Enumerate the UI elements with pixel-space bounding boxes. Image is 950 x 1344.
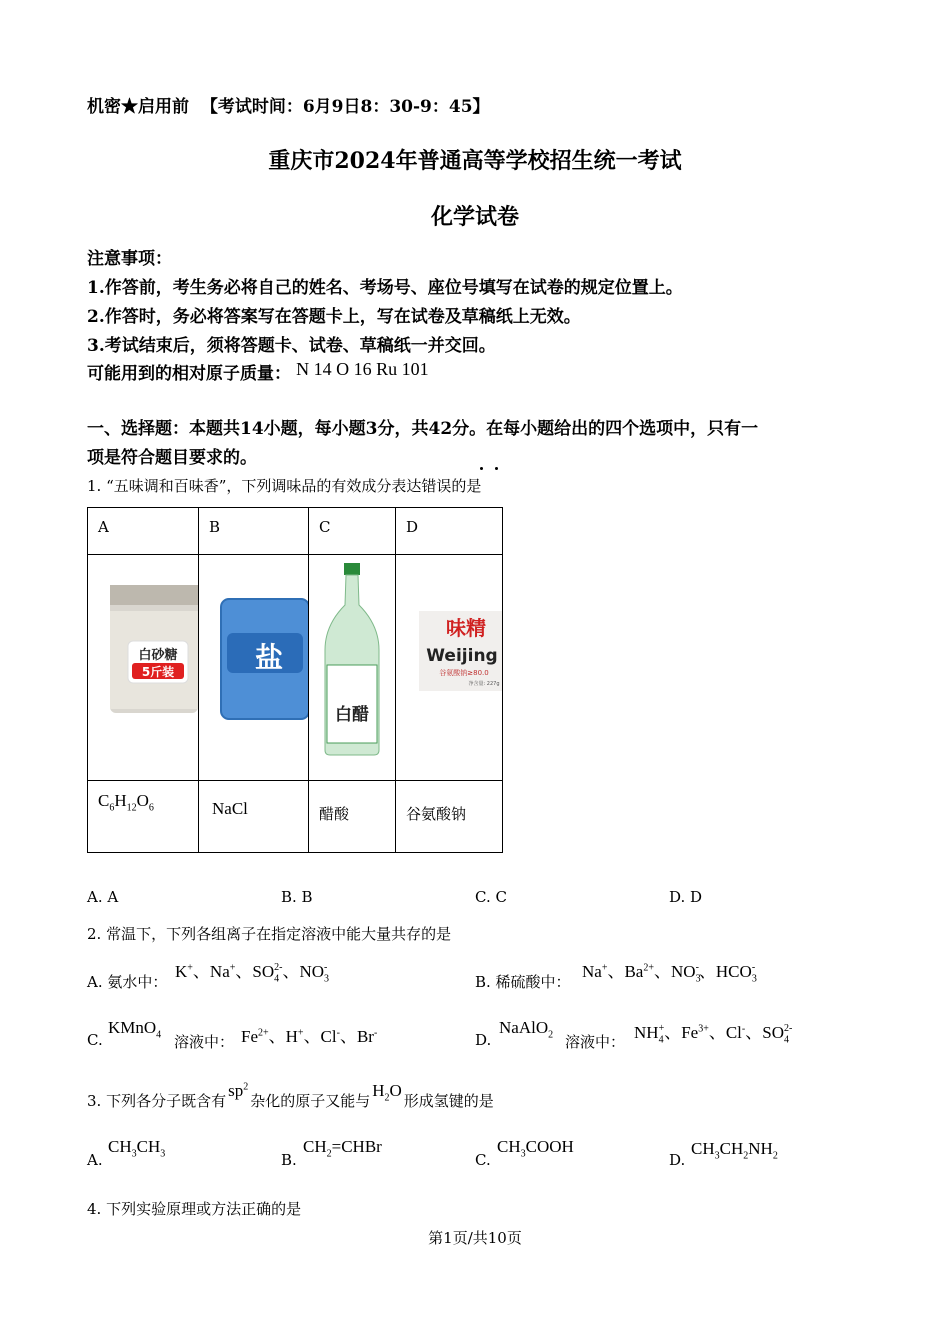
table-header-cell: B (199, 508, 309, 555)
question-3-stem: 3. 下列各分子既含有$sp^2$杂化的原子又能与$H_2O$形成氢键的是 (87, 1081, 494, 1110)
q2-option-a-prefix: A. 氨水中： (87, 973, 168, 991)
exam-subtitle: 化学试卷 (430, 204, 519, 230)
q3-option-a: $CH_3CH_3$ (108, 1137, 166, 1160)
question-2-stem: 2. 常温下，下列各组离子在指定溶液中能大量共存的是 (87, 925, 452, 943)
svg-text:白砂糖: 白砂糖 (138, 648, 178, 663)
exam-title: 重庆市2024年普通高等学校招生统一考试 (268, 148, 682, 174)
formula-glucose: $C_6H_{12}O_6$ (98, 791, 154, 814)
note-item: 3.考试结束后，须将答题卡、试卷、草稿纸一并交回。 (87, 336, 496, 356)
svg-text:盐: 盐 (254, 641, 284, 674)
atomic-mass-line: 可能用到的相对原子质量： N 14 O 16 Ru 101 (87, 359, 429, 384)
section-heading: 一、选择题：本题共14小题，每小题3分，共42分。在每小题给出的四个选项中，只有一 (87, 419, 759, 439)
formula-cell-b: NaCl (199, 781, 309, 853)
option-a: A. A (87, 888, 119, 906)
image-cell-a (88, 555, 199, 781)
q2-option-b-prefix: B. 稀硫酸中： (475, 973, 571, 991)
q2-option-d-prefix: D. (475, 1031, 492, 1049)
q3-option-d-label: D. (669, 1151, 686, 1169)
svg-text:白醋: 白醋 (335, 705, 369, 725)
formula-cell-d: 谷氨酸钠 (396, 781, 503, 853)
q2-option-c-ions: $Fe^{2+}$、H+、Cl-、Br- (241, 1027, 378, 1046)
svg-text:味精: 味精 (446, 616, 486, 640)
note-item: 1.作答前，考生务必将自己的姓名、考场号、座位号填写在试卷的规定位置上。 (87, 278, 683, 298)
table-header-cell: D (396, 508, 503, 555)
image-cell-d (396, 555, 503, 781)
q3-option-c: $CH_3COOH$ (497, 1137, 574, 1160)
q2-option-d-suffix: 溶液中： (565, 1033, 626, 1051)
q3-option-d: $CH_3CH_2NH_2$ (691, 1139, 778, 1162)
section-heading-cont: 项是符合题目要求的。 (87, 448, 257, 468)
q3-option-c-label: C. (475, 1151, 491, 1169)
msg-packet-image (396, 555, 502, 776)
q2-option-d-ions: $NH_4^+$、$Fe^{3+}$、Cl-、$SO_4^{2-}$ (634, 1023, 793, 1046)
q2-option-d-solute: NaAlO$_2$ (499, 1018, 554, 1041)
q2-option-c-prefix: C. (87, 1031, 103, 1049)
notes-heading: 注意事项： (87, 249, 172, 269)
page-number: 第1页/共10页 (428, 1229, 522, 1247)
q2-option-c-solute: KMnO$_4$ (108, 1018, 162, 1041)
q2-option-b-ions: Na+、$Ba^{2+}$、$NO_3^-$、$HCO_3^-$ (582, 962, 757, 985)
q3-option-b: $CH_2=CHBr$ (303, 1137, 382, 1160)
confidential-mark: 机密★启用前 【考试时间：6月9日8：30-9：45】 (87, 97, 490, 117)
q2-option-a-ions: K+、Na+、$SO_4^{2-}$、$NO_3^-$ (175, 962, 330, 985)
question-1-table (87, 507, 503, 853)
svg-text:净含量: 227g: 净含量: 227g (468, 681, 500, 687)
svg-text:5斤装: 5斤装 (141, 665, 175, 679)
formula-cell-a (88, 781, 199, 853)
question-4-stem: 4. 下列实验原理或方法正确的是 (87, 1200, 302, 1218)
salt-bag-image (199, 555, 308, 776)
q3-option-a-label: A. (87, 1151, 103, 1169)
option-c: C. C (475, 888, 507, 906)
image-cell-c (309, 555, 396, 781)
table-header-cell: C (309, 508, 396, 555)
svg-text:Weijing: Weijing (426, 646, 498, 666)
q3-option-b-label: B. (281, 1151, 297, 1169)
emphasis-dot (480, 467, 483, 470)
note-item: 2.作答时，务必将答案写在答题卡上，写在试卷及草稿纸上无效。 (87, 307, 581, 327)
q2-option-c-suffix: 溶液中： (174, 1033, 235, 1051)
image-cell-b (199, 555, 309, 781)
emphasis-dot (495, 467, 498, 470)
option-d: D. D (669, 888, 703, 906)
vinegar-bottle-image (309, 555, 395, 776)
question-1-stem: 1. “五味调和百味香”，下列调味品的有效成分表达错误的是 (87, 477, 482, 495)
sugar-jar-image (88, 555, 198, 776)
table-header-cell: A (88, 508, 199, 555)
option-b: B. B (281, 888, 313, 906)
formula-cell-c: 醋酸 (309, 781, 396, 853)
svg-text:谷氨酸钠≥80.0: 谷氨酸钠≥80.0 (439, 669, 489, 677)
